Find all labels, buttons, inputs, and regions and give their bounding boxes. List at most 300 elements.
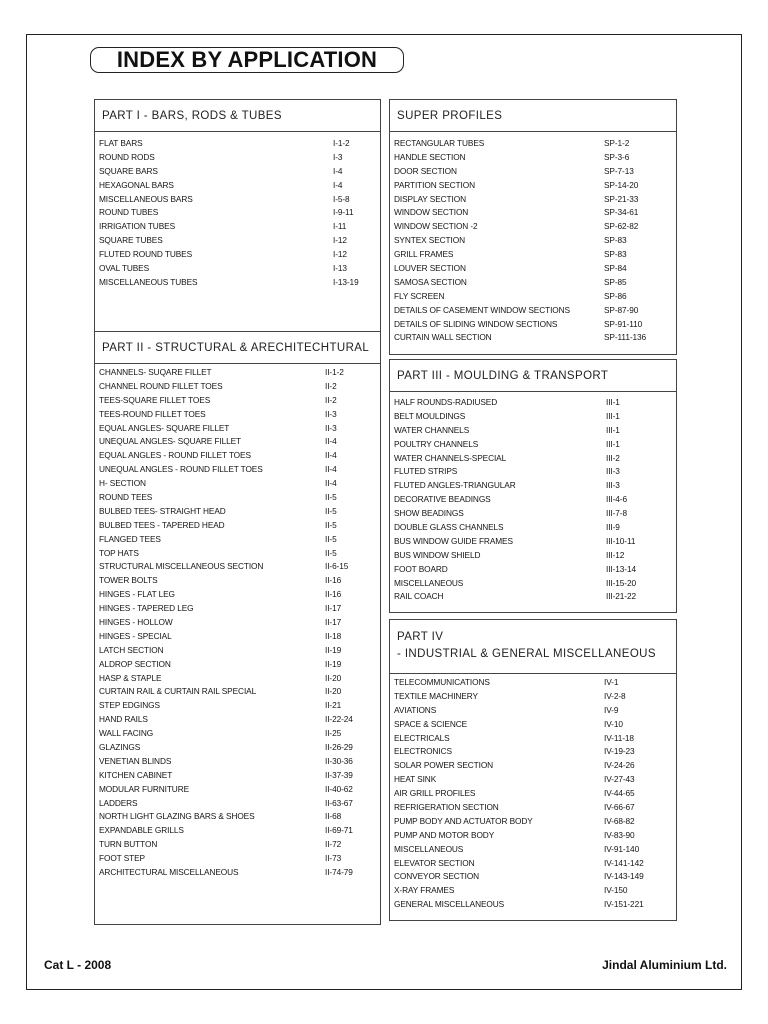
item-name: VENETIAN BLINDS bbox=[99, 755, 172, 766]
list-item bbox=[99, 657, 380, 671]
list-item bbox=[99, 434, 380, 448]
list-item bbox=[394, 303, 676, 317]
part2-panel bbox=[94, 331, 381, 925]
page-ref: II-4 bbox=[325, 464, 337, 475]
page-ref: III-1 bbox=[606, 438, 620, 449]
item-name: ALDROP SECTION bbox=[99, 658, 171, 669]
page-ref: IV-19-23 bbox=[604, 746, 635, 757]
list-item bbox=[394, 219, 676, 233]
list-item bbox=[99, 421, 380, 435]
item-name: EXPANDABLE GRILLS bbox=[99, 825, 184, 836]
page-ref: I-13 bbox=[333, 262, 347, 273]
item-name: IRRIGATION TUBES bbox=[99, 221, 176, 232]
page-ref: II-5 bbox=[325, 505, 337, 516]
list-item bbox=[394, 534, 676, 548]
list-item bbox=[99, 164, 380, 178]
item-name: ROUND TEES bbox=[99, 491, 153, 502]
list-item bbox=[99, 476, 380, 490]
page-ref: IV-143-149 bbox=[604, 871, 644, 882]
item-name: DOUBLE GLASS CHANNELS bbox=[394, 521, 504, 532]
item-name: CHANNEL ROUND FILLET TOES bbox=[99, 380, 223, 391]
page-ref: IV-68-82 bbox=[604, 815, 635, 826]
page-ref: SP-21-33 bbox=[604, 193, 639, 204]
item-name: PUMP BODY AND ACTUATOR BODY bbox=[394, 815, 533, 826]
page-ref: II-37-39 bbox=[325, 769, 353, 780]
list-item bbox=[99, 219, 380, 233]
list-item bbox=[394, 576, 676, 590]
list-item bbox=[394, 828, 676, 842]
item-name: ELECTRONICS bbox=[394, 746, 452, 757]
item-name: PUMP AND MOTOR BODY bbox=[394, 829, 495, 840]
page-ref: I-4 bbox=[333, 179, 343, 190]
page-ref: IV-66-67 bbox=[604, 801, 635, 812]
list-item bbox=[394, 275, 676, 289]
list-item bbox=[394, 317, 676, 331]
page-ref: SP-1-2 bbox=[604, 137, 630, 148]
item-name: WINDOW SECTION -2 bbox=[394, 221, 478, 232]
item-name: LADDERS bbox=[99, 797, 138, 808]
part4-list bbox=[394, 675, 676, 911]
page-ref: II-17 bbox=[325, 616, 342, 627]
item-name: X-RAY FRAMES bbox=[394, 885, 455, 896]
item-name: SHOW BEADINGS bbox=[394, 508, 464, 519]
list-item bbox=[99, 629, 380, 643]
item-name: TELECOMMUNICATIONS bbox=[394, 676, 490, 687]
item-name: SOLAR POWER SECTION bbox=[394, 760, 494, 771]
list-item bbox=[99, 379, 380, 393]
item-name: FLY SCREEN bbox=[394, 290, 445, 301]
list-item bbox=[394, 731, 676, 745]
page-ref: SP-34-61 bbox=[604, 207, 639, 218]
list-item bbox=[394, 437, 676, 451]
list-item bbox=[99, 518, 380, 532]
item-name: HEAT SINK bbox=[394, 774, 437, 785]
item-name: DISPLAY SECTION bbox=[394, 193, 466, 204]
part4-header-line2: - INDUSTRIAL & GENERAL MISCELLANEOUS bbox=[397, 648, 656, 660]
list-item bbox=[99, 504, 380, 518]
list-item bbox=[394, 178, 676, 192]
item-name: TEES-SQUARE FILLET TOES bbox=[99, 394, 211, 405]
part1-list bbox=[99, 136, 380, 289]
list-item bbox=[99, 247, 380, 261]
page-ref: I-12 bbox=[333, 235, 347, 246]
page-ref: II-25 bbox=[325, 728, 342, 739]
list-item bbox=[99, 573, 380, 587]
list-item bbox=[99, 261, 380, 275]
item-name: HINGES - TAPERED LEG bbox=[99, 603, 194, 614]
item-name: MISCELLANEOUS TUBES bbox=[99, 276, 198, 287]
page-ref: II-21 bbox=[325, 700, 342, 711]
page-ref: I-5-8 bbox=[333, 193, 350, 204]
item-name: WALL FACING bbox=[99, 728, 154, 739]
page-ref: II-72 bbox=[325, 839, 342, 850]
page-ref: II-2 bbox=[325, 394, 337, 405]
item-name: BELT MOULDINGS bbox=[394, 410, 466, 421]
page-ref: III-12 bbox=[606, 549, 625, 560]
list-item bbox=[99, 205, 380, 219]
page-ref: IV-91-140 bbox=[604, 843, 640, 854]
list-item bbox=[394, 800, 676, 814]
item-name: HINGES - HOLLOW bbox=[99, 616, 173, 627]
item-name: TOWER BOLTS bbox=[99, 575, 158, 586]
list-item bbox=[394, 451, 676, 465]
super-header: SUPER PROFILES bbox=[390, 100, 676, 132]
list-item bbox=[99, 643, 380, 657]
item-name: NORTH LIGHT GLAZING BARS & SHOES bbox=[99, 811, 255, 822]
item-name: HANDLE SECTION bbox=[394, 151, 466, 162]
item-name: DOOR SECTION bbox=[394, 165, 457, 176]
list-item bbox=[99, 136, 380, 150]
item-name: SPACE & SCIENCE bbox=[394, 718, 468, 729]
item-name: BUS WINDOW GUIDE FRAMES bbox=[394, 535, 513, 546]
list-item bbox=[394, 136, 676, 150]
item-name: HAND RAILS bbox=[99, 714, 148, 725]
list-item bbox=[99, 559, 380, 573]
page-ref: IV-151-221 bbox=[604, 899, 644, 910]
page-ref: II-73 bbox=[325, 853, 342, 864]
list-item bbox=[99, 615, 380, 629]
page-ref: III-1 bbox=[606, 410, 620, 421]
item-name: DETAILS OF SLIDING WINDOW SECTIONS bbox=[394, 318, 558, 329]
part1-panel bbox=[94, 99, 381, 332]
item-name: STEP EDGINGS bbox=[99, 700, 160, 711]
list-item bbox=[394, 205, 676, 219]
page-ref: II-20 bbox=[325, 672, 342, 683]
page-ref: III-3 bbox=[606, 480, 620, 491]
list-item bbox=[99, 796, 380, 810]
list-item bbox=[394, 842, 676, 856]
part2-header: PART II - STRUCTURAL & ARECHITECHTURAL bbox=[95, 332, 380, 364]
item-name: ROUND TUBES bbox=[99, 207, 159, 218]
page-ref: III-2 bbox=[606, 452, 620, 463]
item-name: HASP & STAPLE bbox=[99, 672, 162, 683]
item-name: KITCHEN CABINET bbox=[99, 769, 173, 780]
list-item bbox=[99, 823, 380, 837]
page-ref: IV-9 bbox=[604, 704, 619, 715]
page-ref: SP-7-13 bbox=[604, 165, 634, 176]
item-name: REFRIGERATION SECTION bbox=[394, 801, 499, 812]
page-ref: I-11 bbox=[333, 221, 347, 232]
list-item bbox=[99, 490, 380, 504]
list-item bbox=[394, 675, 676, 689]
page-ref: IV-141-142 bbox=[604, 857, 644, 868]
page-ref: SP-84 bbox=[604, 262, 627, 273]
list-item bbox=[99, 587, 380, 601]
page-ref: II-1-2 bbox=[325, 366, 344, 377]
page-ref: II-40-62 bbox=[325, 783, 353, 794]
list-item bbox=[99, 275, 380, 289]
list-item bbox=[394, 247, 676, 261]
page-ref: I-9-11 bbox=[333, 207, 354, 218]
item-name: GRILL FRAMES bbox=[394, 249, 454, 260]
item-name: AVIATIONS bbox=[394, 704, 437, 715]
item-name: ELECTRICALS bbox=[394, 732, 450, 743]
page-ref: II-4 bbox=[325, 478, 337, 489]
list-item bbox=[394, 520, 676, 534]
page-ref: II-6-15 bbox=[325, 561, 349, 572]
list-item bbox=[99, 448, 380, 462]
page-title: INDEX BY APPLICATION bbox=[90, 47, 404, 73]
item-name: MISCELLANEOUS bbox=[394, 843, 464, 854]
list-item bbox=[99, 740, 380, 754]
item-name: RAIL COACH bbox=[394, 591, 444, 602]
list-item bbox=[99, 865, 380, 879]
list-item bbox=[99, 726, 380, 740]
list-item bbox=[394, 150, 676, 164]
list-item bbox=[394, 869, 676, 883]
part1-header: PART I - BARS, RODS & TUBES bbox=[95, 100, 380, 132]
company-name: Jindal Aluminium Ltd. bbox=[602, 958, 727, 972]
list-item bbox=[394, 814, 676, 828]
page-ref: IV-44-65 bbox=[604, 788, 635, 799]
list-item bbox=[99, 532, 380, 546]
list-item bbox=[394, 589, 676, 603]
item-name: FOOT STEP bbox=[99, 853, 145, 864]
page-ref: SP-83 bbox=[604, 249, 627, 260]
item-name: CURTAIN WALL SECTION bbox=[394, 332, 492, 343]
page-ref: II-68 bbox=[325, 811, 342, 822]
list-item bbox=[394, 330, 676, 344]
item-name: HINGES - FLAT LEG bbox=[99, 589, 175, 600]
page-ref: I-3 bbox=[333, 151, 343, 162]
list-item bbox=[394, 233, 676, 247]
super-panel bbox=[389, 99, 677, 355]
page-ref: III-3 bbox=[606, 466, 620, 477]
item-name: GLAZINGS bbox=[99, 741, 141, 752]
item-name: FOOT BOARD bbox=[394, 563, 448, 574]
list-item bbox=[99, 782, 380, 796]
list-item bbox=[394, 192, 676, 206]
list-item bbox=[394, 689, 676, 703]
page-ref: II-19 bbox=[325, 644, 342, 655]
item-name: EQUAL ANGLES - ROUND FILLET TOES bbox=[99, 450, 251, 461]
page-ref: III-1 bbox=[606, 396, 620, 407]
list-item bbox=[99, 178, 380, 192]
page-ref: III-15-20 bbox=[606, 577, 636, 588]
list-item bbox=[394, 758, 676, 772]
page-ref: SP-85 bbox=[604, 276, 627, 287]
item-name: AIR GRILL PROFILES bbox=[394, 788, 476, 799]
list-item bbox=[394, 478, 676, 492]
page-ref: SP-86 bbox=[604, 290, 627, 301]
list-item bbox=[394, 883, 676, 897]
page-ref: II-20 bbox=[325, 686, 342, 697]
list-item bbox=[394, 506, 676, 520]
list-item bbox=[394, 703, 676, 717]
list-item bbox=[99, 393, 380, 407]
page-ref: II-30-36 bbox=[325, 755, 353, 766]
page-ref: II-74-79 bbox=[325, 867, 353, 877]
item-name: HALF ROUNDS-RADIUSED bbox=[394, 396, 498, 407]
item-name: CHANNELS- SUQARE FILLET bbox=[99, 366, 212, 377]
item-name: H- SECTION bbox=[99, 478, 146, 489]
item-name: WATER CHANNELS-SPECIAL bbox=[394, 452, 507, 463]
item-name: BULBED TEES- STRAIGHT HEAD bbox=[99, 505, 226, 516]
item-name: UNEQUAL ANGLES- SQUARE FILLET bbox=[99, 436, 242, 447]
page-ref: IV-11-18 bbox=[604, 732, 634, 743]
catalog-label: Cat L - 2008 bbox=[44, 958, 112, 972]
item-name: HEXAGONAL BARS bbox=[99, 179, 174, 190]
page-ref: II-26-29 bbox=[325, 741, 353, 752]
part4-panel bbox=[389, 619, 677, 921]
page-ref: SP-3-6 bbox=[604, 151, 630, 162]
item-name: TURN BUTTON bbox=[99, 839, 158, 850]
item-name: FLUTED STRIPS bbox=[394, 466, 458, 477]
item-name: SQUARE BARS bbox=[99, 165, 158, 176]
page-ref: II-5 bbox=[325, 491, 337, 502]
list-item bbox=[99, 233, 380, 247]
list-item bbox=[394, 423, 676, 437]
page-ref: II-69-71 bbox=[325, 825, 353, 836]
page-ref: III-1 bbox=[606, 424, 620, 435]
page-ref: I-13-19 bbox=[333, 276, 359, 287]
item-name: DECORATIVE BEADINGS bbox=[394, 494, 491, 505]
list-item bbox=[394, 395, 676, 409]
page-ref: IV-10 bbox=[604, 718, 623, 729]
item-name: PARTITION SECTION bbox=[394, 179, 475, 190]
list-item bbox=[99, 712, 380, 726]
list-item bbox=[99, 150, 380, 164]
item-name: WATER CHANNELS bbox=[394, 424, 470, 435]
page-ref: SP-91-110 bbox=[604, 318, 643, 329]
list-item bbox=[394, 261, 676, 275]
item-name: ROUND RODS bbox=[99, 151, 155, 162]
page-ref: II-3 bbox=[325, 422, 337, 433]
item-name: SYNTEX SECTION bbox=[394, 235, 465, 246]
list-item bbox=[99, 546, 380, 560]
page-ref: SP-62-82 bbox=[604, 221, 639, 232]
item-name: MODULAR FURNITURE bbox=[99, 783, 190, 794]
item-name: BUS WINDOW SHIELD bbox=[394, 549, 481, 560]
item-name: MISCELLANEOUS bbox=[394, 577, 464, 588]
list-item bbox=[99, 462, 380, 476]
item-name: MISCELLANEOUS BARS bbox=[99, 193, 193, 204]
list-item bbox=[394, 856, 676, 870]
list-item bbox=[99, 754, 380, 768]
list-item bbox=[99, 768, 380, 782]
super-list bbox=[394, 136, 676, 344]
part3-header: PART III - MOULDING & TRANSPORT bbox=[390, 360, 676, 392]
item-name: ELEVATOR SECTION bbox=[394, 857, 475, 868]
item-name: LOUVER SECTION bbox=[394, 262, 466, 273]
page-ref: III-10-11 bbox=[606, 535, 636, 546]
part2-list bbox=[99, 365, 380, 879]
page-ref: II-22-24 bbox=[325, 714, 353, 725]
item-name: WINDOW SECTION bbox=[394, 207, 469, 218]
page-ref: II-4 bbox=[325, 436, 337, 447]
page-ref: IV-27-43 bbox=[604, 774, 635, 785]
page-ref: II-19 bbox=[325, 658, 342, 669]
page-ref: I-4 bbox=[333, 165, 343, 176]
page-ref: II-63-67 bbox=[325, 797, 353, 808]
item-name: POULTRY CHANNELS bbox=[394, 438, 479, 449]
page-ref: II-2 bbox=[325, 380, 337, 391]
list-item bbox=[99, 365, 380, 379]
page-ref: SP-14-20 bbox=[604, 179, 639, 190]
page-ref: II-3 bbox=[325, 408, 337, 419]
item-name: OVAL TUBES bbox=[99, 262, 150, 273]
item-name: HINGES - SPECIAL bbox=[99, 630, 172, 641]
page-ref: IV-83-90 bbox=[604, 829, 635, 840]
page-ref: SP-87-90 bbox=[604, 304, 639, 315]
list-item bbox=[394, 786, 676, 800]
part4-header bbox=[390, 620, 676, 674]
page-ref: IV-24-26 bbox=[604, 760, 635, 771]
list-item bbox=[394, 717, 676, 731]
item-name: EQUAL ANGLES- SQUARE FILLET bbox=[99, 422, 230, 433]
list-item bbox=[394, 492, 676, 506]
item-name: FLANGED TEES bbox=[99, 533, 161, 544]
item-name: DETAILS OF CASEMENT WINDOW SECTIONS bbox=[394, 304, 570, 315]
page-ref: III-4-6 bbox=[606, 494, 627, 505]
page-ref: IV-1 bbox=[604, 676, 619, 687]
page-ref: III-13-14 bbox=[606, 563, 636, 574]
item-name: ARCHITECTURAL MISCELLANEOUS bbox=[99, 867, 239, 877]
item-name: BULBED TEES - TAPERED HEAD bbox=[99, 519, 225, 530]
list-item bbox=[99, 684, 380, 698]
page-ref: IV-150 bbox=[604, 885, 628, 896]
item-name: GENERAL MISCELLANEOUS bbox=[394, 899, 505, 910]
item-name: UNEQUAL ANGLES - ROUND FILLET TOES bbox=[99, 464, 263, 475]
page-ref: II-5 bbox=[325, 547, 337, 558]
part3-panel bbox=[389, 359, 677, 613]
page-ref: SP-83 bbox=[604, 235, 627, 246]
item-name: LATCH SECTION bbox=[99, 644, 164, 655]
list-item bbox=[99, 698, 380, 712]
item-name: TOP HATS bbox=[99, 547, 139, 558]
item-name: TEES-ROUND FILLET TOES bbox=[99, 408, 206, 419]
list-item bbox=[99, 192, 380, 206]
list-item bbox=[394, 772, 676, 786]
item-name: SQUARE TUBES bbox=[99, 235, 163, 246]
page-ref: III-9 bbox=[606, 521, 620, 532]
page-ref: SP-111-136 bbox=[604, 332, 647, 343]
page-ref: I-1-2 bbox=[333, 137, 350, 148]
page-ref: II-16 bbox=[325, 575, 342, 586]
item-name: STRUCTURAL MISCELLANEOUS SECTION bbox=[99, 561, 264, 572]
part3-list bbox=[394, 395, 676, 603]
page-ref: II-18 bbox=[325, 630, 342, 641]
list-item bbox=[99, 837, 380, 851]
page-ref: III-21-22 bbox=[606, 591, 636, 602]
page-ref: III-7-8 bbox=[606, 508, 627, 519]
list-item bbox=[394, 744, 676, 758]
item-name: RECTANGULAR TUBES bbox=[394, 137, 485, 148]
item-name: FLUTED ROUND TUBES bbox=[99, 249, 193, 260]
page-ref: II-16 bbox=[325, 589, 342, 600]
list-item bbox=[394, 562, 676, 576]
list-item bbox=[394, 548, 676, 562]
item-name: SAMOSA SECTION bbox=[394, 276, 467, 287]
item-name: CURTAIN RAIL & CURTAIN RAIL SPECIAL bbox=[99, 686, 257, 697]
list-item bbox=[394, 464, 676, 478]
list-item bbox=[394, 164, 676, 178]
list-item bbox=[394, 409, 676, 423]
item-name: TEXTILE MACHINERY bbox=[394, 690, 478, 701]
page-ref: I-12 bbox=[333, 249, 347, 260]
item-name: FLUTED ANGLES-TRIANGULAR bbox=[394, 480, 516, 491]
list-item bbox=[99, 601, 380, 615]
page-ref: II-5 bbox=[325, 533, 337, 544]
page-ref: II-4 bbox=[325, 450, 337, 461]
item-name: FLAT BARS bbox=[99, 137, 143, 148]
part4-header-line1: PART IV bbox=[397, 631, 444, 643]
page-ref: II-5 bbox=[325, 519, 337, 530]
list-item bbox=[99, 407, 380, 421]
list-item bbox=[394, 897, 676, 911]
list-item bbox=[394, 289, 676, 303]
page-ref: IV-2-8 bbox=[604, 690, 626, 701]
